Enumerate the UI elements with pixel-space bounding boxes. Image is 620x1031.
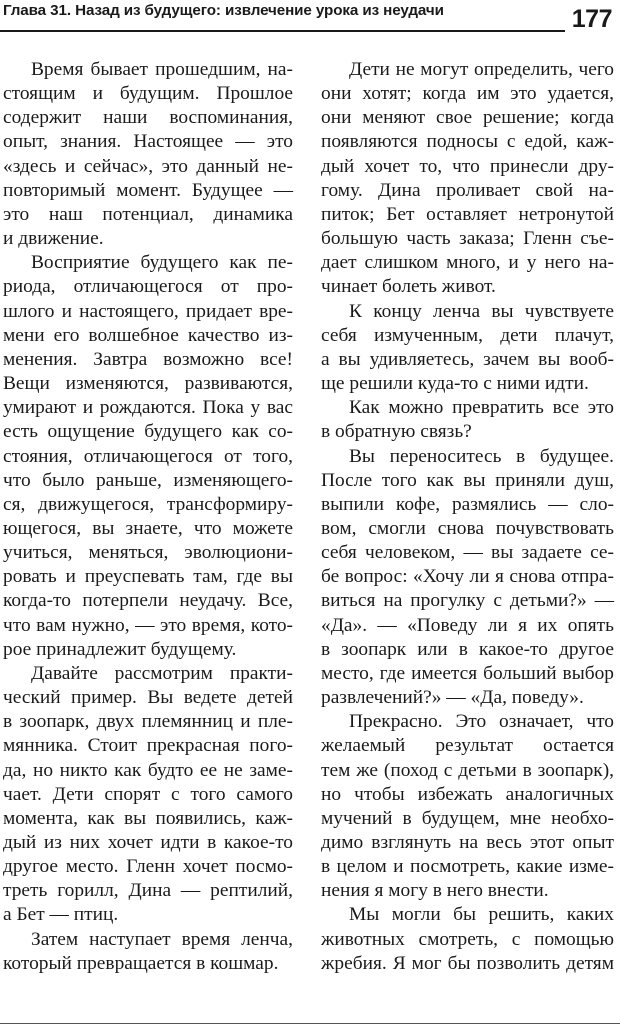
text-line: жребия. Я мог бы позволить детям — [321, 952, 614, 974]
paragraph — [321, 396, 614, 444]
text-line: виться на прогулку с детьми?» — — [321, 590, 614, 612]
text-line: в целом и посмотреть, какие изме- — [321, 856, 614, 878]
text-line: мянника. Стоит прекрасная пого- — [3, 735, 293, 757]
paragraph — [321, 58, 614, 300]
text-line: стоящим и будущим. Прошлое — [3, 83, 293, 105]
text-line: нения я могу в него внести. — [321, 880, 549, 902]
text-line: дый из них хочет идти в какое-то — [3, 832, 293, 853]
text-line: шлого и настоящего, придает вре- — [3, 300, 293, 322]
paragraph — [321, 903, 614, 975]
text-line: стояния, отличающегося от того, — [3, 445, 293, 467]
page-bottom-rule — [0, 1023, 620, 1024]
text-line: да, но никто как будто ее не заме- — [3, 759, 293, 781]
paragraph — [3, 58, 293, 251]
running-header — [0, 0, 620, 40]
text-line: ся, движущегося, трансформиру- — [3, 493, 293, 515]
text-line: рое принадлежит будущему. — [3, 638, 237, 660]
text-line: они хотят; когда им это удается, — [321, 83, 614, 105]
text-line: димо взглянуть на весь этот опыт — [321, 832, 614, 853]
text-line: питок; Бет оставляет нетронутой — [321, 203, 614, 225]
page-number: 177 — [571, 5, 612, 33]
text-line: риода, отличающегося от про- — [3, 276, 293, 298]
left-column — [3, 58, 293, 976]
text-line: в зоопарк, двух племянниц и пле- — [3, 711, 293, 733]
text-line: Восприятие будущего как пе- — [31, 252, 293, 274]
paragraph — [3, 928, 293, 976]
paragraph — [321, 300, 614, 397]
text-line: бе вопрос: «Хочу ли я снова отпра- — [321, 566, 614, 588]
text-line: другое место. Гленн хочет посмо- — [3, 856, 293, 878]
text-line: мени его волшебное качество из- — [3, 324, 293, 346]
text-line: развлечений?» — «Да, поведу». — [321, 687, 584, 709]
text-line: тем же (поход с детьми в зоопарк), — [321, 759, 614, 781]
text-line: себя измученным, дети плачут, — [321, 324, 614, 346]
text-line: «Да». — «Поведу ли я их опять — [321, 614, 614, 636]
text-line: ющегося, вы знаете, что можете — [3, 517, 293, 539]
text-line: Прекрасно. Это означает, что — [349, 711, 614, 733]
text-line: есть ощущение будущего как со- — [3, 421, 293, 443]
text-line: в обратную связь? — [321, 421, 472, 443]
text-line: Дети не могут определить, чего — [349, 59, 614, 80]
paragraph — [321, 710, 614, 903]
text-line: но чтобы избежать аналогичных — [321, 783, 614, 805]
text-line: момента, как вы появились, каж- — [3, 807, 293, 829]
text-line: что вам нужно, — это время, кото- — [3, 614, 293, 636]
text-line: который превращается в кошмар. — [3, 952, 279, 974]
text-line: Затем наступает время ленча, — [31, 928, 293, 950]
text-line: и движение. — [3, 228, 104, 250]
text-line: а Бет — птиц. — [3, 904, 119, 926]
text-line: Вы переноситесь в будущее. — [349, 445, 614, 467]
text-line: Давайте рассмотрим практи- — [31, 662, 293, 684]
text-line: опыт, знания. Настоящее — это — [3, 131, 293, 153]
text-line: вом, смогли снова почувствовать — [321, 517, 614, 539]
text-line: Время бывает прошедшим, на- — [31, 59, 293, 80]
text-line: содержит наши воспоминания, — [3, 107, 293, 129]
text-line: К концу ленча вы чувствуете — [349, 300, 614, 322]
text-line: место, где имеется больший выбор — [321, 662, 614, 684]
text-line: себя человеком, — вы задаете се- — [321, 542, 614, 564]
text-line: повторимый момент. Будущее — — [3, 179, 293, 201]
text-line: дый хочет то, что принесли дру- — [321, 155, 614, 177]
text-line: они меняют свое решение; когда — [321, 107, 614, 129]
text-line: ще решили куда-то с ними идти. — [321, 373, 589, 395]
text-line: желаемый результат остается — [321, 735, 614, 757]
text-line: а вы удивляетесь, зачем вы вооб- — [321, 348, 614, 370]
text-line: ровать и преуспевать там, где вы — [3, 566, 293, 588]
text-line: гому. Дина проливает свой на- — [321, 179, 614, 201]
text-line: чинает болеть живот. — [321, 276, 496, 298]
text-line: Как можно превратить все это — [349, 397, 614, 419]
text-line: чает. Дети спорят с того самого — [3, 783, 293, 805]
text-line: когда-то потерпели неудачу. Все, — [3, 590, 293, 612]
text-line: Вещи изменяются, развиваются, — [3, 373, 293, 395]
text-line: учиться, меняться, эволюциони- — [3, 542, 293, 564]
text-line: После того как вы приняли душ, — [321, 469, 614, 491]
text-line: это наш потенциал, динамика — [3, 203, 293, 225]
text-line: «здесь и сейчас», это данный не- — [3, 155, 293, 177]
text-line: большую часть заказа; Гленн съе- — [321, 228, 614, 250]
text-line: умирают и рождаются. Пока у вас — [3, 397, 293, 419]
header-rule — [0, 30, 565, 32]
text-line: мучений в будущем, мне необхо- — [321, 807, 614, 829]
text-line: треть горилл, Дина — рептилий, — [3, 880, 293, 902]
text-line: что было раньше, изменяющего- — [3, 469, 293, 491]
chapter-title: Глава 31. Назад из будущего: извлечение урока из неудачи — [3, 2, 444, 19]
paragraph — [321, 445, 614, 711]
text-line: выпили кофе, размялись — сло- — [321, 493, 614, 515]
paragraph — [3, 662, 293, 928]
text-line: дает слишком много, и у него на- — [321, 252, 614, 274]
text-line: в зоопарк или в какое-то другое — [321, 638, 614, 660]
paragraph — [3, 251, 293, 662]
text-line: ческий пример. Вы ведете детей — [3, 687, 293, 709]
right-column — [321, 58, 614, 976]
text-line: менения. Завтра возможно все! — [3, 348, 293, 370]
text-line: появляются подносы с едой, каж- — [321, 131, 614, 153]
text-line: Мы могли бы решить, каких — [349, 904, 614, 926]
text-line: животных смотреть, с помощью — [321, 928, 614, 950]
